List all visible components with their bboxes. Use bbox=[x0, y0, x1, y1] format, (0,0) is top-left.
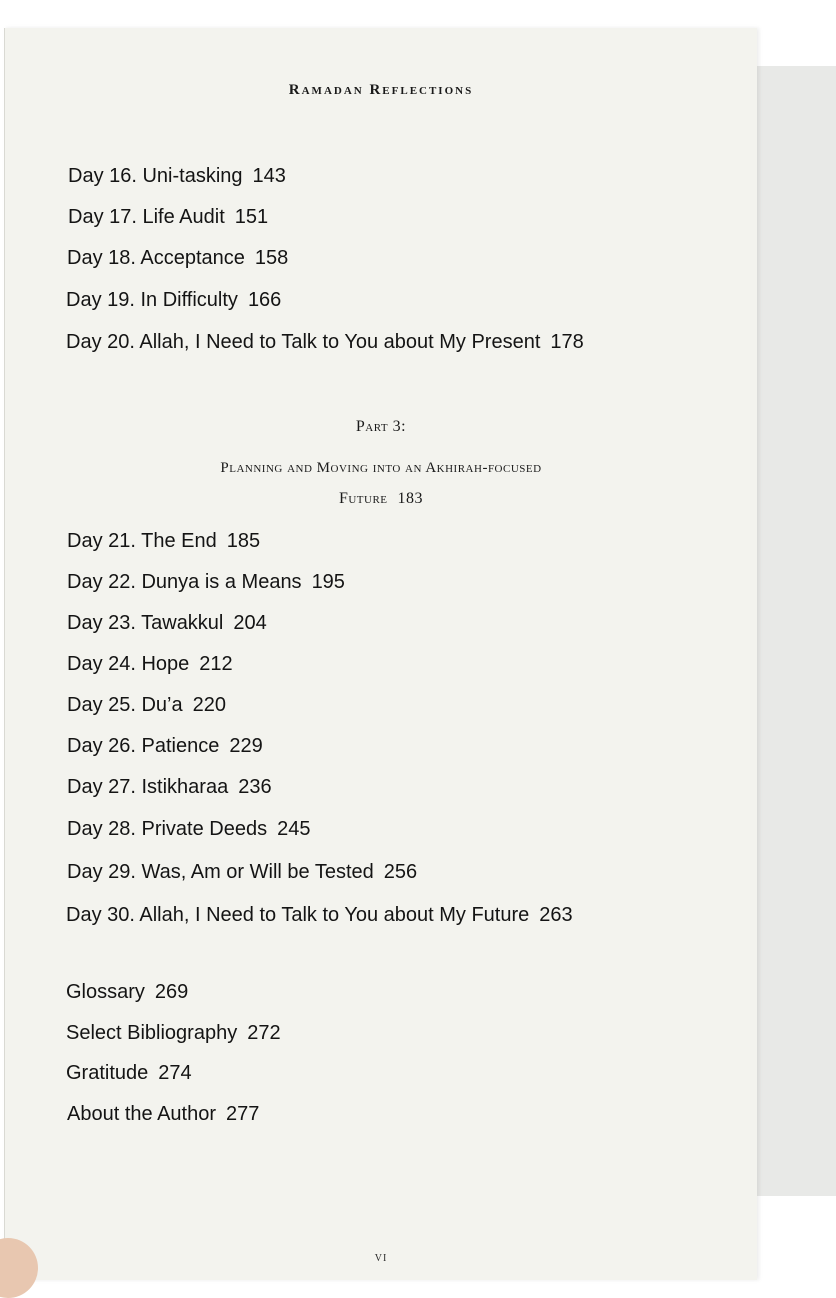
next-page-edge bbox=[748, 66, 836, 1196]
toc-entry: Day 30. Allah, I Need to Talk to You about My Future 263 bbox=[66, 904, 573, 926]
toc-entry: Day 16. Uni-tasking 143 bbox=[68, 165, 286, 187]
toc-entry: Day 19. In Difficulty 166 bbox=[66, 289, 282, 311]
toc-entry: Day 29. Was, Am or Will be Tested 256 bbox=[67, 861, 418, 883]
toc-entry: Day 26. Patience 229 bbox=[67, 735, 263, 757]
part-label: Part 3: bbox=[355, 418, 407, 435]
back-matter-entry: About the Author 277 bbox=[67, 1103, 260, 1125]
back-matter-entry: Glossary 269 bbox=[66, 981, 189, 1003]
toc-entry: Day 22. Dunya is a Means 195 bbox=[67, 571, 345, 593]
toc-entry: Day 28. Private Deeds 245 bbox=[67, 818, 311, 840]
toc-entry: Day 17. Life Audit 151 bbox=[68, 206, 269, 228]
part-title-continued: Future 183 bbox=[338, 490, 424, 507]
back-matter-entry: Select Bibliography 272 bbox=[66, 1022, 281, 1044]
toc-entry: Day 24. Hope 212 bbox=[67, 653, 233, 675]
toc-entry: Day 20. Allah, I Need to Talk to You about My Present 178 bbox=[66, 331, 584, 353]
page-number: vi bbox=[374, 1250, 388, 1265]
book-page bbox=[4, 28, 757, 1280]
toc-entry: Day 25. Du’a 220 bbox=[67, 694, 226, 716]
toc-entry: Day 18. Acceptance 158 bbox=[67, 247, 289, 269]
toc-entry: Day 27. Istikharaa 236 bbox=[67, 776, 272, 798]
back-matter-entry: Gratitude 274 bbox=[66, 1062, 192, 1084]
toc-entry: Day 21. The End 185 bbox=[67, 530, 261, 552]
running-header: Ramadan Reflections bbox=[288, 82, 474, 98]
part-title: Planning and Moving into an Akhirah-focused bbox=[220, 460, 542, 476]
toc-entry: Day 23. Tawakkul 204 bbox=[67, 612, 267, 634]
